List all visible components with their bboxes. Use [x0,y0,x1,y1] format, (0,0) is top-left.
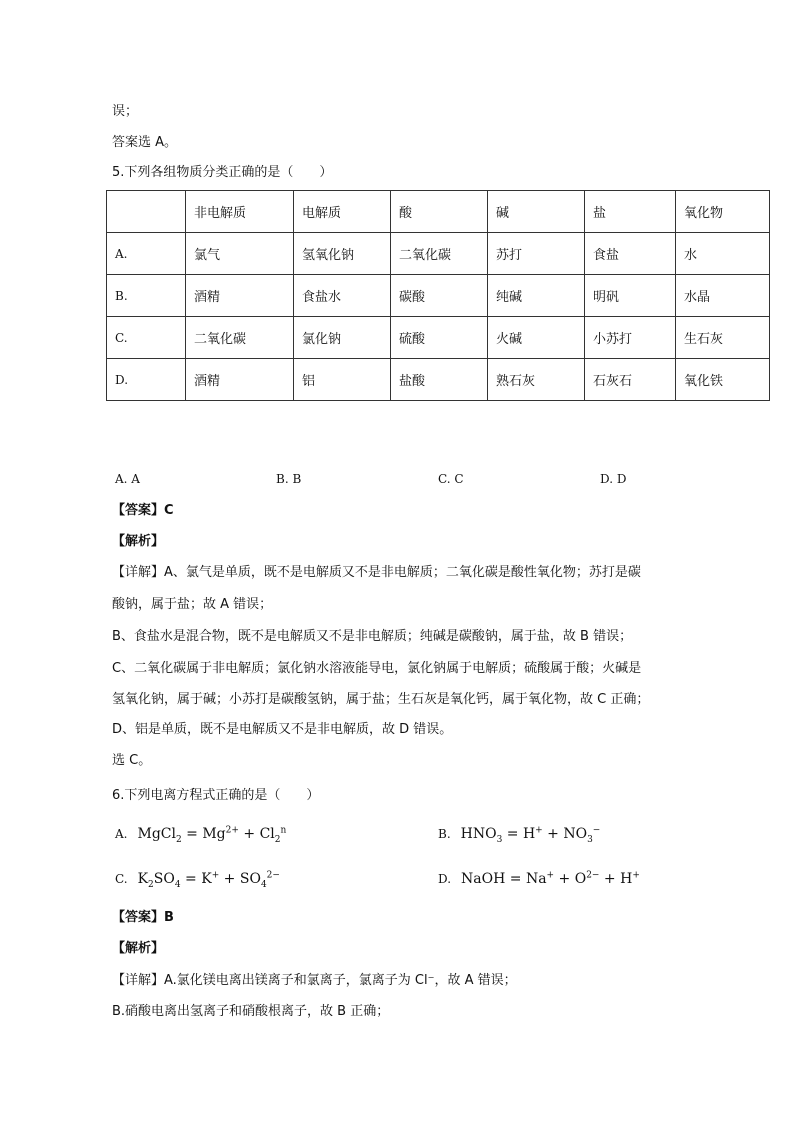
table-cell: 二氧化碳 [186,317,294,359]
table-cell: 生石灰 [676,317,770,359]
q5-option-a: A. A [115,472,140,486]
formula-sup: 2+ [225,825,239,836]
table-header: 非电解质 [186,191,294,233]
formula-sub: 4 [174,879,181,890]
formula-sub: 2 [175,834,182,845]
table-cell: 酒精 [186,359,294,401]
table-header-row [107,191,770,233]
table-cell: 火碱 [488,317,585,359]
q5-detail: 氢氧化钠，属于碱；小苏打是碳酸氢钠，属于盐；生石灰是氧化钙，属于氧化物，故 C 正确； [112,692,650,707]
option-label: D. [438,872,452,886]
table-cell: 水晶 [676,275,770,317]
formula-sup: + [535,825,543,836]
formula-text: = H [502,826,536,842]
option-label: A. [115,827,128,841]
table-cell: 食盐水 [294,275,391,317]
formula-text: = Mg [181,826,226,842]
formula-sup: + [632,870,640,881]
table-cell: 熟石灰 [488,359,585,401]
q5-analysis-label: 【解析】 [112,534,165,549]
q5-detail: 酸钠，属于盐；故 A 错误； [112,597,273,612]
q6-analysis-label: 【解析】 [112,941,165,956]
formula-sub: 3 [587,834,593,845]
formula-text: NaOH [461,871,506,887]
q5-detail: 【详解】A、氯气是单质，既不是电解质又不是非电解质；二氧化碳是酸性氧化物；苏打是碳 [112,565,641,580]
q5-answer: 【答案】C [112,503,174,518]
table-cell: 小苏打 [585,317,676,359]
table-cell: 盐酸 [391,359,488,401]
formula-sub: 2 [274,834,281,845]
row-label: C. [107,317,186,359]
option-label: C. [115,872,128,886]
table-cell: 苏打 [488,233,585,275]
table-cell: 酒精 [186,275,294,317]
table-header: 电解质 [294,191,391,233]
table-header: 氧化物 [676,191,770,233]
table-cell: 氢氧化钠 [294,233,391,275]
q5-detail: B、食盐水是混合物，既不是电解质又不是非电解质；纯碱是碳酸钠，属于盐，故 B 错误； [112,629,633,644]
classification-table [106,190,770,401]
formula-text: + Cl [238,826,275,842]
formula-sup: n [280,825,287,836]
formula-text: + H [599,871,633,887]
formula-sub: 3 [496,834,503,845]
q5-detail: D、铝是单质，既不是电解质又不是非电解质，故 D 错误。 [112,722,453,737]
q5-option-c: C. C [438,472,464,486]
table-header: 碱 [488,191,585,233]
table-cell: 氯气 [186,233,294,275]
formula-text: K [137,871,149,887]
table-cell: 食盐 [585,233,676,275]
table-row [107,233,770,275]
table-row [107,359,770,401]
q5-stem: 5.下列各组物质分类正确的是（ ） [112,165,333,180]
option-label: B. [438,827,451,841]
q6-option-c [115,870,280,890]
formula-text: + O [554,871,587,887]
row-label: B. [107,275,186,317]
formula-sup: 2− [586,870,600,881]
table-cell: 二氧化碳 [391,233,488,275]
formula-sup: + [546,870,555,881]
q6-option-a [115,825,287,845]
table-header: 酸 [391,191,488,233]
intro-answer: 答案选 A。 [112,135,178,150]
table-cell: 氧化铁 [676,359,770,401]
formula-text: = K [180,871,212,887]
table-cell [107,191,186,233]
row-label: A. [107,233,186,275]
q6-answer: 【答案】B [112,910,174,925]
q5-option-d: D. D [600,472,627,486]
table-cell: 石灰石 [585,359,676,401]
table-cell: 碳酸 [391,275,488,317]
formula-sub: 2 [148,879,154,890]
q6-detail: B.硝酸电离出氢离子和硝酸根离子，故 B 正确； [112,1004,390,1019]
table-cell: 铝 [294,359,391,401]
formula-text: + SO [219,871,261,887]
intro-line: 误； [112,104,139,119]
formula-sub: 4 [260,879,267,890]
q5-option-b: B. B [276,472,302,486]
table-cell: 氯化钠 [294,317,391,359]
formula-text: MgCl [137,826,176,842]
formula-sup: − [592,825,601,836]
q6-option-d [438,871,640,887]
table-cell: 明矾 [585,275,676,317]
q5-choose: 选 C。 [112,753,152,768]
table-row [107,275,770,317]
formula-text: = Na [505,871,547,887]
formula-text: + NO [542,826,588,842]
table-cell: 硫酸 [391,317,488,359]
formula-sup: 2− [266,870,280,881]
table-row [107,317,770,359]
table-cell: 水 [676,233,770,275]
q6-detail: 【详解】A.氯化镁电离出镁离子和氯离子，氯离子为 Cl⁻，故 A 错误； [112,973,517,988]
q5-detail: C、二氧化碳属于非电解质；氯化钠水溶液能导电，氯化钠属于电解质；硫酸属于酸；火碱是 [112,661,642,676]
formula-text: SO [153,871,175,887]
q6-option-b [438,825,601,845]
formula-text: HNO [460,826,497,842]
formula-sup: + [211,870,220,881]
table-header: 盐 [585,191,676,233]
q6-stem: 6.下列电离方程式正确的是（ ） [112,788,320,803]
table-cell: 纯碱 [488,275,585,317]
row-label: D. [107,359,186,401]
